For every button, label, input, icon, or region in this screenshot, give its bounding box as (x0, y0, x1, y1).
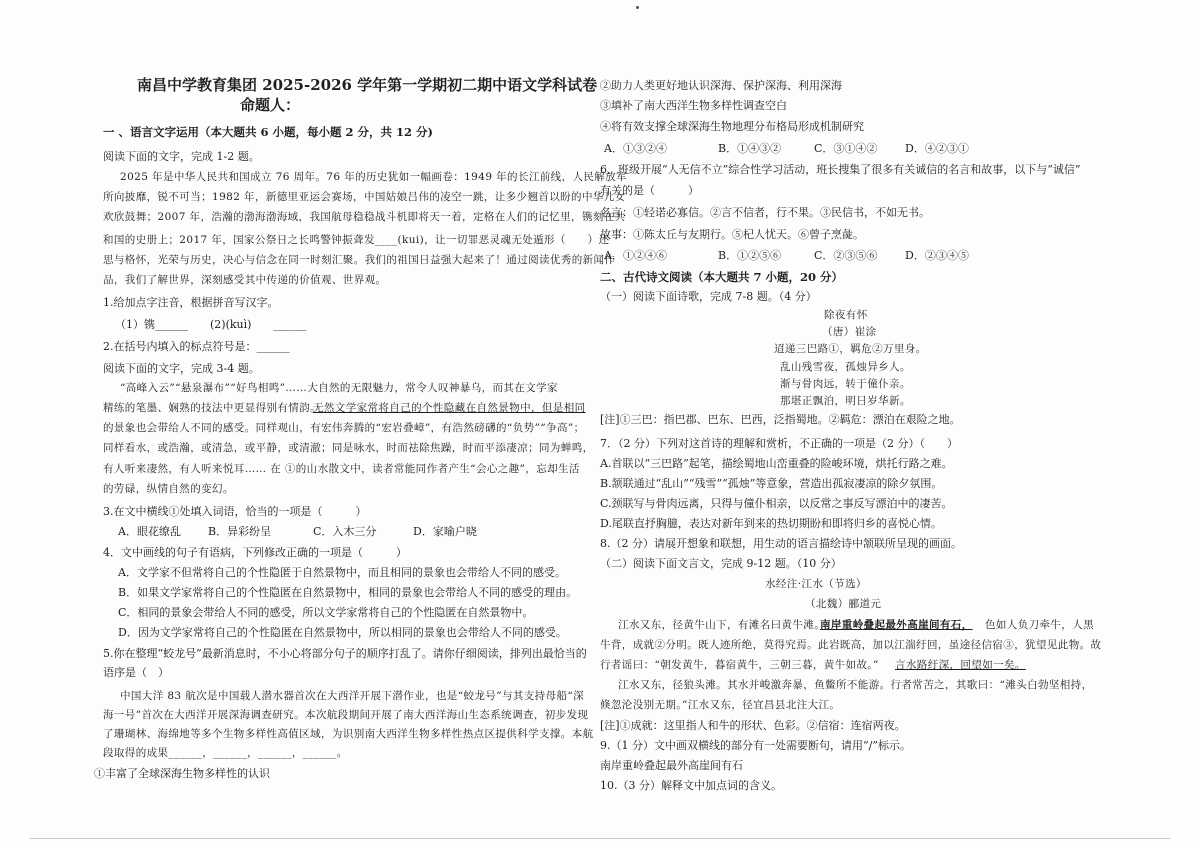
q5-option-2: ②助力人类更好地认识深海、保护深海、利用深海 (600, 79, 842, 92)
section-1-heading: 一 、语言文字运用（本大题共 6 小题，每小题 2 分，共 12 分) (103, 125, 433, 139)
q6-quotes: 名言：①轻诺必寡信。②言不信者，行不果。③民信书，不如无书。 (600, 206, 930, 219)
poem-subsection: （一）阅读下面诗歌，完成 7-8 题。（4 分） (600, 290, 817, 303)
q3-option-a: A．眼花缭乱 (118, 525, 181, 538)
question-3: 3.在文中横线①处填入词语，恰当的一项是（ ） (103, 505, 367, 518)
passage2-line: 有人听来凄然，有人听来悦耳…… 在 ①的山水散文中，读者常能同作者产生“会心之趣”，忘却生活 (103, 463, 580, 475)
prose-line: 行者谣曰：“朝发黄牛，暮宿黄牛，三朝三暮，黄牛如故。” (600, 659, 879, 671)
q5-choice-b: B．①④③② (718, 142, 782, 155)
author-line: 命题人： (240, 96, 301, 114)
passage1-line: 欢欣鼓舞；2007 年，浩瀚的渤海渤海域，我国航母稳稳战斗机即将天一着，定格在人们的记忆里，镌刻在共 (103, 211, 626, 223)
poem-line: 那堪正飘泊，明日岁华新。 (780, 395, 911, 407)
question-1-blanks: （1）镌______ (2)(kuì) ______ (115, 318, 307, 331)
q5-option-4: ④将有效支撑全球深海生物地理分布格局形成机制研究 (600, 120, 864, 133)
question-1: 1.给加点字注音，根据拼音写汉字。 (103, 296, 279, 309)
passage1-line: 思与格怀，光荣与历史，决心与信念在同一时刻汇聚。我们的祖国日益强大起来了！通过阅读优秀的新闻作 (103, 254, 616, 266)
q4-option-b: B．如果文学家常将自己的个性隐匿在自然景物中，相同的景象也会带给人不同的感受的理由。 (118, 586, 578, 599)
question-8: 8.（2 分）请展开想象和联想，用生动的语言描绘诗中颔联所呈现的画面。 (600, 537, 962, 550)
q3-option-b: B．异彩纷呈 (208, 525, 272, 538)
exam-title: 南昌中学教育集团 2025-2026 学年第一学期初二期中语文学科试卷 (137, 76, 598, 94)
scan-dot (636, 6, 639, 9)
passage2-underlined: 无然文学家常将自己的个性隐藏在自然景物中，但是相同 (313, 402, 586, 414)
question-9: 9.（1 分）文中画双横线的部分有一处需要断句，请用“/”标示。 (600, 739, 911, 752)
passage2-line: 的景象也会带给人不同的感受。同样观山，有宏伟奔腾的“宏岩叠嶂”，有浩然磅礴的“负势”“争高”； (103, 422, 585, 434)
q5-choice-c: C．③①④② (814, 142, 878, 155)
question-6: 6．班级开展“人无信不立”综合性学习活动，班长搜集了很多有关诚信的名言和故事，以下与“诚信” (600, 163, 1081, 176)
q5-choice-d: D．④②③① (905, 142, 969, 155)
q4-option-d: D．因为文学家常将自己的个性隐匿在自然景物中，所以相同的景象也会带给人不同的感受。 (118, 626, 567, 639)
passage3-line: 了珊瑚林、海绵地等多个生物多样性高值区域，为识别南大西洋生物多样性热点区提供科学支撑。本航 (103, 728, 594, 740)
question-6-cont: 有关的是（ ） (600, 184, 699, 197)
question-9-text: 南岸重岭叠起最外高崖间有石 (600, 759, 743, 772)
passage1-line: 品，我们了解世界，深刻感受其中传递的价值观、世界观。 (103, 274, 387, 286)
passage3-line: 中国大洋 83 航次是中国载人潜水器首次在大西洋开展下潜作业，也是“蛟龙号”与其支持母船“深 (120, 690, 585, 702)
question-4: 4．文中画线的句子有语病，下列修改正确的一项是（ ） (103, 546, 407, 559)
poem-line: 乱山残雪夜，孤烛异乡人。 (780, 361, 911, 373)
prose-line: 江水又东，径狼头滩。其水并峻激奔暴，鱼鳖所不能游。行者常苦之，其歌曰：“滩头白勃坚相持， (618, 679, 1093, 691)
prose-line: 牛背，成就②分明。既人迹所绝，莫得究焉。此岩既高，加以江湍纡回，虽途径信宿③，犹望见此物。故 (600, 639, 1102, 651)
q6-choice-d: D．②③④⑤ (905, 249, 969, 262)
poem-author: （唐）崔涂 (822, 326, 877, 338)
q6-choice-a: A．①②④⑥ (604, 249, 667, 262)
scan-edge-line (30, 838, 1170, 839)
passage3-line: 段取得的成果______，______，______，______。 (103, 747, 348, 759)
prose-line: 江水又东，径黄牛山下，有滩名曰黄牛滩。 (618, 619, 826, 631)
q6-choice-b: B．①②⑤⑥ (718, 249, 782, 262)
prose-title: 水经注·江水（节选） (765, 578, 867, 590)
q7-option-d: D.尾联直抒胸臆，表达对新年到来的热切期盼和即将归乡的喜悦心情。 (600, 517, 942, 530)
q7-option-c: C.颈联写与骨肉远离，只得与僮仆相亲，以反常之事反写漂泊中的凄苦。 (600, 497, 953, 510)
passage2-line: 的劳碌，纵情自然的变幻。 (103, 483, 234, 495)
q5-choice-a: A．①③②④ (604, 142, 667, 155)
passage2-line: 同样看水，或浩瀚，或清急，或平静，或清澈；同是咏水，时而祛除焦躁，时而平添凄凉；同为蝉鸣， (103, 442, 594, 454)
intro-q1-2: 阅读下面的文字，完成 1-2 题。 (103, 150, 260, 163)
q5-option-3: ③填补了南大西洋生物多样性调查空白 (600, 99, 787, 112)
prose-subsection: （二）阅读下面文言文，完成 9-12 题。（10 分） (600, 557, 842, 570)
passage1-line: 和国的史册上；2017 年，国家公祭日之长鸣警钟振聋发____(kui)，让一切罪恶灵魂无处遁形（ ）还 (103, 234, 610, 246)
intro-q3-4: 阅读下面的文字，完成 3-4 题。 (103, 362, 260, 375)
poem-line: 迢递三巴路①，羁危②万里身。 (774, 343, 927, 355)
passage1-line: 所向披靡，锐不可当；1982 年，新德里亚运会赛场，中国姑娘吕伟的凌空一跳，让多少翘首以盼的中华儿女 (103, 191, 626, 203)
q7-option-b: B.颔联通过“乱山”“残雪”“孤烛”等意象，营造出孤寂凄凉的除夕氛围。 (600, 477, 943, 490)
q3-option-c: C．入木三分 (313, 525, 377, 538)
passage3-line: 海一号”首次在大西洋开展深海调查研究。本次航段期间开展了南大西洋海山生态系统调查，初步发现 (103, 709, 589, 721)
prose-underlined: 言水路纡深，回望如一矣。 (895, 659, 1026, 671)
passage2-line: “高峰入云”“悬泉瀑布”“好鸟相鸣”……大自然的无限魅力，常令人叹神暴乌，而其在文学家 (120, 382, 558, 394)
q7-option-a: A.首联以“三巴路”起笔，描绘蜀地山峦重叠的险峻环境，烘托行路之难。 (600, 457, 953, 470)
question-5: 5.你在整理“蛟龙号”最新消息时，不小心将部分句子的顺序打乱了。请你仔细阅读，排列出最恰当的 (103, 647, 587, 660)
q3-option-d: D．家喻户晓 (413, 525, 477, 538)
poem-title: 除夜有怀 (824, 309, 868, 321)
section-2-heading: 二、古代诗文阅读（本大题共 7 小题，20 分） (600, 270, 844, 284)
q4-option-c: C．相同的景象会带给人不同的感受，所以文学家常将自己的个性隐匿在自然景物中。 (118, 606, 534, 619)
q4-option-a: A．文学家不但常将自己的个性隐匿于自然景物中，而且相同的景象也会带给人不同的感受。 (118, 566, 566, 579)
q6-stories: 故事：①陈太丘与友期行。⑤杞人忧天。⑥曾子烹彘。 (600, 228, 864, 241)
prose-double-underline: 南岸重岭叠起最外高崖间有石， (820, 619, 973, 631)
question-7: 7．（2 分）下列对这首诗的理解和赏析，不正确的一项是（2 分）（ ） (600, 437, 958, 450)
passage1-line: 2025 年是中华人民共和国成立 76 周年。76 年的历史犹如一幅画卷：1949 年的长江前线，人民解放军 (120, 171, 627, 183)
question-5-cont: 语序是（ ） (103, 666, 169, 679)
passage2-line: 精练的笔墨、娴熟的技法中更显得别有情韵。 (103, 402, 321, 414)
poem-note: [注]①三巴：指巴郡、巴东、巴西，泛指蜀地。②羁危：漂泊在艰险之地。 (600, 413, 961, 426)
prose-line: 倏忽沦没别无期。”江水又东，径宜昌县北注大江。 (600, 699, 841, 711)
question-10: 10.（3 分）解释文中加点词的含义。 (600, 779, 782, 792)
question-2: 2.在括号内填入的标点符号是：______ (103, 340, 290, 353)
poem-line: 渐与骨肉远，转于僮仆亲。 (780, 378, 911, 390)
q5-option-1: ①丰富了全球深海生物多样性的认识 (94, 767, 270, 780)
prose-note: [注]①成就：这里指人和牛的形状、色彩。②信宿：连宿两夜。 (600, 719, 906, 732)
prose-line-tail: 色如人负刀牵牛，人黑 (985, 619, 1094, 631)
q6-choice-c: C．②③⑤⑥ (814, 249, 878, 262)
prose-author: （北魏）郦道元 (805, 598, 882, 610)
